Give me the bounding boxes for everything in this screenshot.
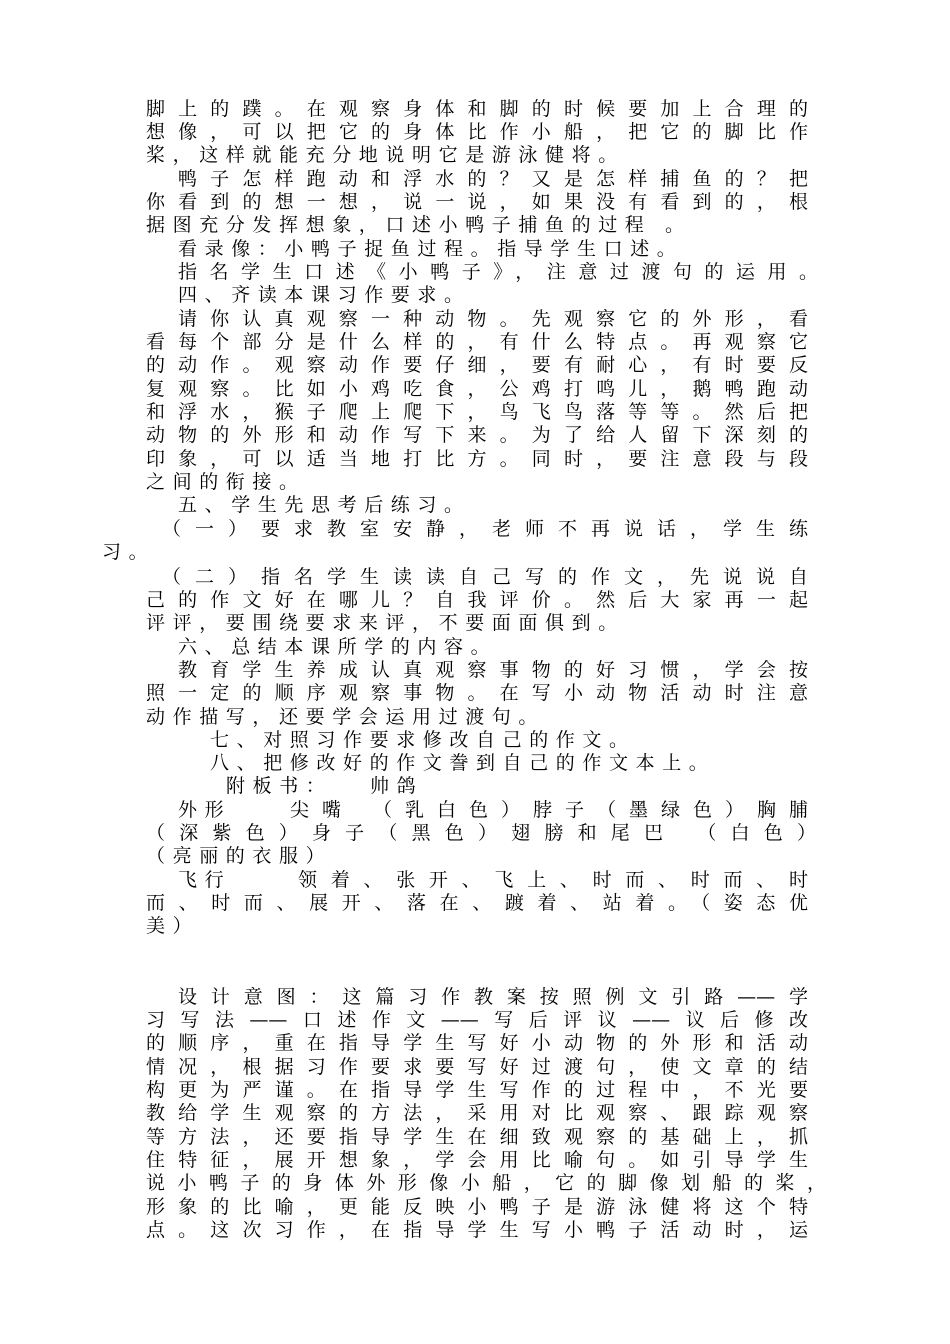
section-heading: 八、把修改好的作文誊到自己的作文本上。	[210, 752, 716, 774]
text-line: 你看到的想一想，说一说，如果没有看到的，根	[146, 191, 808, 213]
text-line: 点。这次习作，在指导学生写小鸭子活动时，运	[146, 1219, 808, 1241]
text-line: 照一定的顺序观察事物。在写小动物活动时注意	[146, 682, 808, 704]
section-heading: 六、总结本课所学的内容。	[178, 636, 498, 658]
board-row-label: 外形	[178, 799, 232, 821]
text-line: 动作描写，还要学会运用过渡句。	[146, 706, 546, 728]
text-line: 鸭子怎样跑动和浮水的？又是怎样捕鱼的？把	[178, 168, 808, 190]
text-line: 美）	[146, 915, 200, 937]
text-line: 己的作文好在哪儿？自我评价。然后大家再一起	[146, 589, 808, 611]
text-line: 看录像：小鸭子捉鱼过程。指导学生口述。	[178, 238, 684, 260]
text-line: 之间的衔接。	[146, 471, 306, 493]
text-line: （一）要求教室安静，老师不再说话，学生练	[162, 518, 808, 540]
text-line: 而、时而、展开、落在、踱着、站着。（姿态优	[146, 892, 808, 914]
section-heading: 四、齐读本课习作要求。	[178, 284, 471, 306]
text-line: 构更为严谨。在指导学生写作的过程中，不光要	[146, 1079, 808, 1101]
board-row-label: 飞行	[178, 869, 232, 891]
text-line: 据图充分发挥想象，口述小鸭子捕鱼的过程 。	[146, 214, 692, 236]
section-heading: 七、对照习作要求修改自己的作文。	[210, 729, 636, 751]
board-label: 附板书：	[226, 775, 333, 797]
text-line: 复观察。比如小鸡吃食，公鸡打鸣儿，鹅鸭跑动	[146, 378, 808, 400]
text-line: （二）指名学生读读自己写的作文，先说说自	[162, 566, 808, 588]
text-line: 印象，可以适当地打比方。同时，要注意段与段	[146, 448, 808, 470]
text-line: 想像，可以把它的身体比作小船，把它的脚比作	[146, 121, 808, 143]
text-line: 的动作。观察动作要仔细，要有耐心，有时要反	[146, 354, 808, 376]
text-line: 说小鸭子的身体外形像小船，它的脚像划船的桨，	[146, 1172, 826, 1194]
text-line: 动物的外形和动作写下来。为了给人留下深刻的	[146, 424, 808, 446]
text-line: 教给学生观察的方法，采用对比观察、跟踪观察	[146, 1102, 808, 1124]
text-line: 评评，要围绕要求来评，不要面面俱到。	[146, 612, 625, 634]
text-line: 尖嘴 （乳白色）脖子（墨绿色）胸脯	[290, 799, 808, 821]
text-line: 指名学生口述《小鸭子》，注意过渡句的运用。	[178, 261, 818, 283]
text-line: 教育学生养成认真观察事物的好习惯，学会按	[178, 659, 808, 681]
text-line: （深紫色）身子（黑色）翅膀和尾巴 （白色）	[146, 822, 816, 844]
text-line: 请你认真观察一种动物。先观察它的外形，看	[178, 308, 808, 330]
text-line: 的顺序，重在指导学生写好小动物的外形和活动	[146, 1032, 808, 1054]
text-line: 脚上的蹼。在观察身体和脚的时候要加上合理的	[146, 98, 808, 120]
text-line: 领着、张开、飞上、时而、时而、时	[298, 869, 808, 891]
section-heading: 五、学生先思考后练习。	[178, 494, 471, 516]
text-line: 桨，这样就能充分地说明它是游泳健将。	[146, 144, 625, 166]
text-line: 看每个部分是什么样的，有什么特点。再观察它	[146, 331, 808, 353]
text-line: 情况，根据习作要求要写好过渡句，使文章的结	[146, 1056, 808, 1078]
text-line: 习。	[102, 541, 156, 563]
text-line: 等方法，还要指导学生在细致观察的基础上，抓	[146, 1126, 808, 1148]
text-line: 设计意图：这篇习作教案按照例文引路——学	[178, 986, 808, 1008]
text-line: （亮丽的衣服）	[146, 845, 333, 867]
text-line: 形象的比喻，更能反映小鸭子是游泳健将这个特	[146, 1196, 808, 1218]
board-title: 帅鸽	[370, 775, 424, 797]
text-line: 住特征，展开想象，学会用比喻句。如引导学生	[146, 1149, 808, 1171]
text-line: 和浮水，猴子爬上爬下，鸟飞鸟落等等。然后把	[146, 401, 808, 423]
text-line: 习写法——口述作文——写后评议——议后修改	[146, 1009, 808, 1031]
